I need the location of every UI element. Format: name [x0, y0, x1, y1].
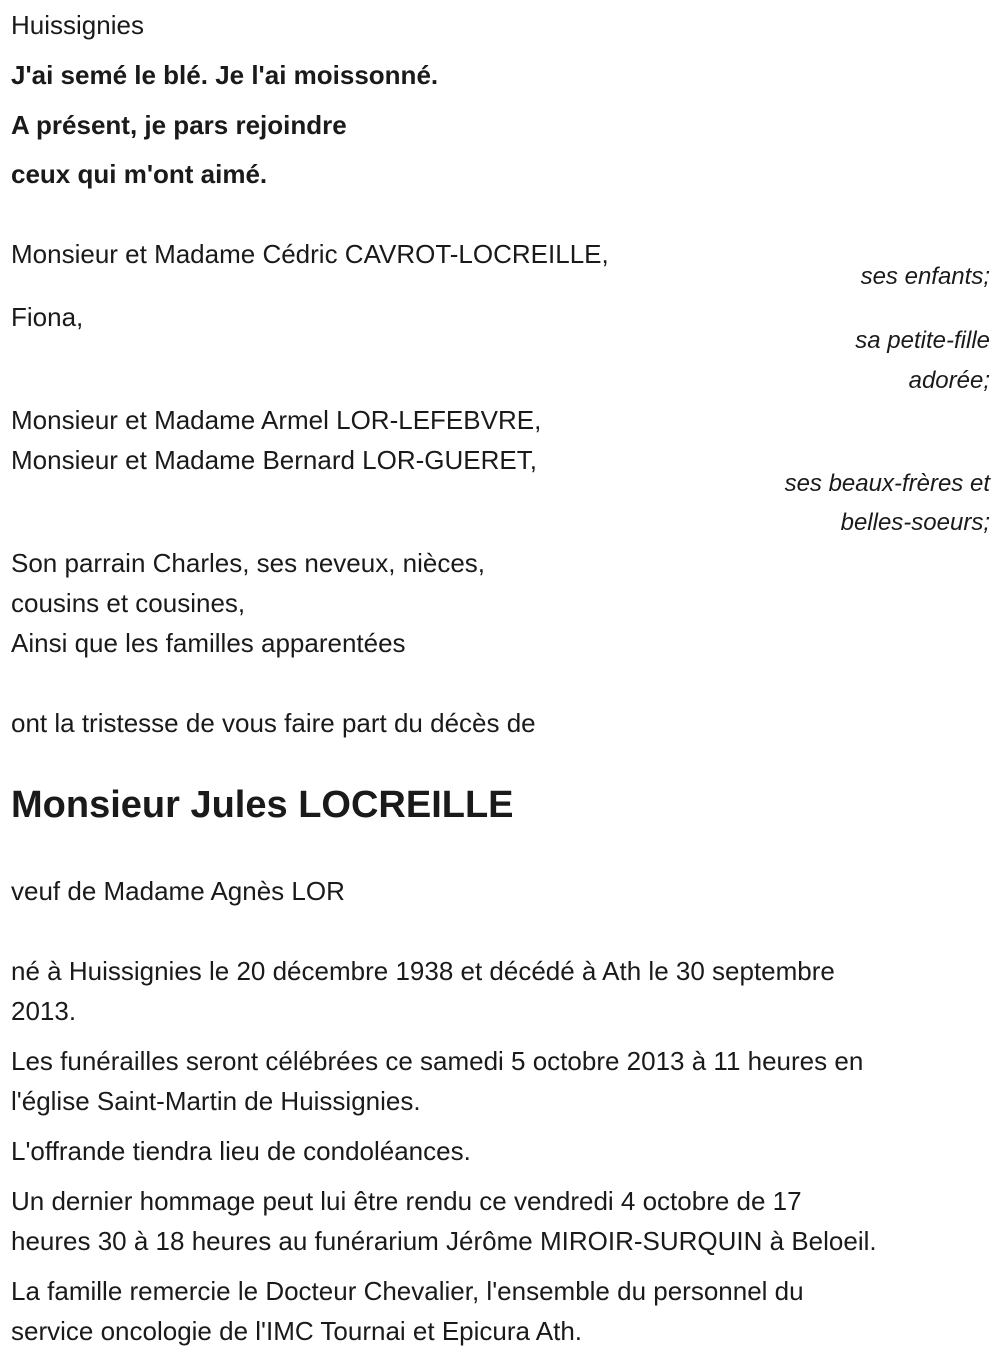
detail-line: service oncologie de l'IMC Tournai et Epicura Ath.	[11, 1316, 583, 1346]
family-children: Monsieur et Madame Cédric CAVROT-LOCREILLE,	[11, 239, 609, 269]
detail-line: L'offrande tiendra lieu de condoléances.	[11, 1136, 471, 1166]
detail-line: l'église Saint-Martin de Huissignies.	[11, 1086, 421, 1116]
family-role: belles-soeurs;	[840, 509, 990, 536]
family-role: sa petite-fille	[855, 327, 990, 354]
family-role: adorée;	[908, 367, 990, 394]
announcement: ont la tristesse de vous faire part du décès de	[11, 708, 536, 738]
family-inlaws: Monsieur et Madame Armel LOR-LEFEBVRE,	[11, 405, 542, 435]
poem-line: J'ai semé le blé. Je l'ai moissonné.	[11, 60, 439, 90]
detail-line: Un dernier hommage peut lui être rendu ce vendredi 4 octobre de 17	[11, 1186, 802, 1216]
detail-line: La famille remercie le Docteur Chevalier, l'ensemble du personnel du	[11, 1276, 804, 1306]
detail-line: Les funérailles seront célébrées ce samedi 5 octobre 2013 à 11 heures en	[11, 1046, 864, 1076]
poem-line: ceux qui m'ont aimé.	[11, 159, 268, 189]
detail-line: né à Huissignies le 20 décembre 1938 et décédé à Ath le 30 septembre	[11, 956, 835, 986]
deceased-name: Monsieur Jules LOCREILLE	[11, 784, 514, 826]
family-others: Son parrain Charles, ses neveux, nièces,	[11, 548, 486, 578]
place: Huissignies	[11, 10, 144, 40]
family-inlaws: Monsieur et Madame Bernard LOR-GUERET,	[11, 445, 537, 475]
family-role: ses enfants;	[860, 263, 990, 290]
widower: veuf de Madame Agnès LOR	[11, 876, 345, 906]
detail-line: heures 30 à 18 heures au funérarium Jérôme MIROIR-SURQUIN à Beloeil.	[11, 1226, 877, 1256]
family-granddaughter: Fiona,	[11, 302, 84, 332]
family-others: Ainsi que les familles apparentées	[11, 628, 406, 658]
detail-line: 2013.	[11, 996, 77, 1026]
family-others: cousins et cousines,	[11, 588, 246, 618]
family-role: ses beaux-frères et	[784, 470, 990, 497]
poem-line: A présent, je pars rejoindre	[11, 110, 347, 140]
